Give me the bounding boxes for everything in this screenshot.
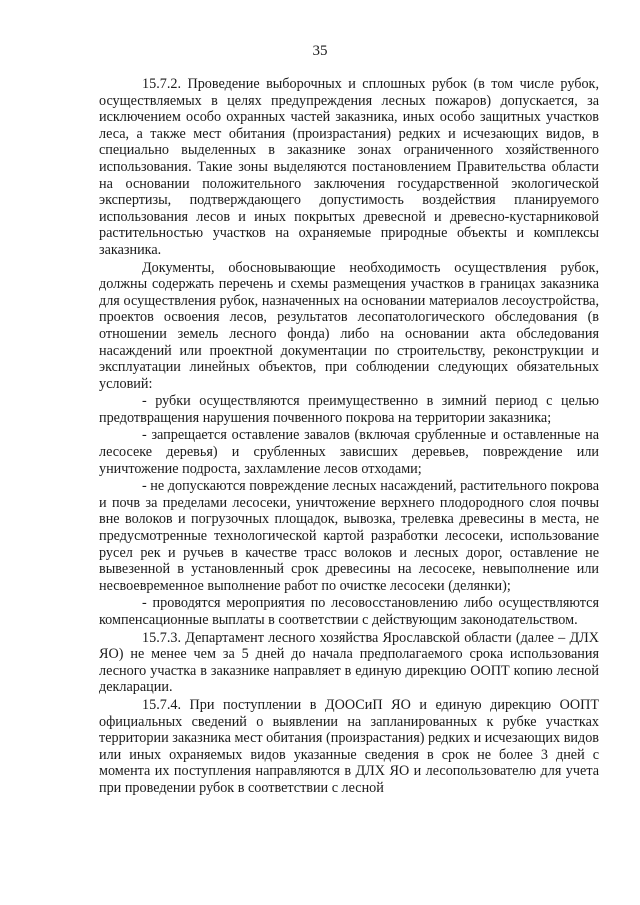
paragraph-15-7-4: 15.7.4. При поступлении в ДООСиП ЯО и единую дирекцию ООПТ официальных сведений о выявлении на запланированных к рубке участках территории заказника мест обитания (произрастания) редких и исчезающих видов или иных охраняемых видов указанные сведения в срок не более 3 дней с момента их поступления направляются в ДЛХ ЯО и лесопользователю для учета при проведении рубок в соответствии с лесной [99,696,599,796]
paragraph-15-7-3: 15.7.3. Департамент лесного хозяйства Ярославской области (далее – ДЛХ ЯО) не менее чем за 5 дней до начала предполагаемого срока использования лесного участка в заказнике направляет в единую дирекцию ООПТ копию лесной декларации. [99,629,599,696]
condition-reforestation: - проводятся мероприятия по лесовосстановлению либо осуществляются компенсационные выплаты в соответствии с действующим законодательством. [99,595,599,628]
paragraph-documents-requirements: Документы, обосновывающие необходимость осуществления рубок, должны содержать перечень и схемы размещения участков в границах заказника для осуществления рубок, назначенных на основании материалов лесоустройства, проектов освоения лесов, результатов лесопатологического обследования (в отношении земель лесного фонда) либо на основании акта обследования насаждений или проектной документации по строительству, реконструкции и эксплуатации линейных объектов, при соблюдении следующих обязательных условий: [99,259,599,392]
condition-no-debris: - запрещается оставление завалов (включая срубленные и оставленные на лесосеке деревья) и срубленных зависших деревьев, повреждение или уничтожение подроста, захламление лесов отходами; [99,427,599,477]
page-number: 35 [312,43,328,59]
paragraph-15-7-2: 15.7.2. Проведение выборочных и сплошных рубок (в том числе рубок, осуществляемых в целях предупреждения лесных пожаров) допускается, за исключением особо охранных частей заказника, иных особо защитных участков леса, а также мест обитания (произрастания) редких и исчезающих видов, в специально выделенных в заказнике зонах ограниченного хозяйственного использования. Такие зоны выделяются постановлением Правительства области на основании положительного заключения государственной экологической экспертизы, подтверждающего допустимость воздействия планируемого использования лесов и иных покрытых древесной и древесно-кустарниковой растительностью участков на охраняемые природные объекты и комплексы заказника. [99,76,599,258]
document-body [99,76,599,797]
condition-winter-felling: - рубки осуществляются преимущественно в зимний период с целью предотвращения нарушения почвенного покрова на территории заказника; [99,393,599,426]
condition-no-damage: - не допускаются повреждение лесных насаждений, растительного покрова и почв за пределами лесосеки, уничтожение верхнего плодородного слоя почвы вне волоков и погрузочных площадок, вывозка, трелевка древесины в места, не предусмотренные технологической картой разработки лесосеки, использование русел рек и ручьев в качестве трасс волоков и лесных дорог, оставление не вывезенной в установленный срок древесины на лесосеке, невыполнение или несвоевременное выполнение работ по очистке лесосеки (делянки); [99,478,599,594]
